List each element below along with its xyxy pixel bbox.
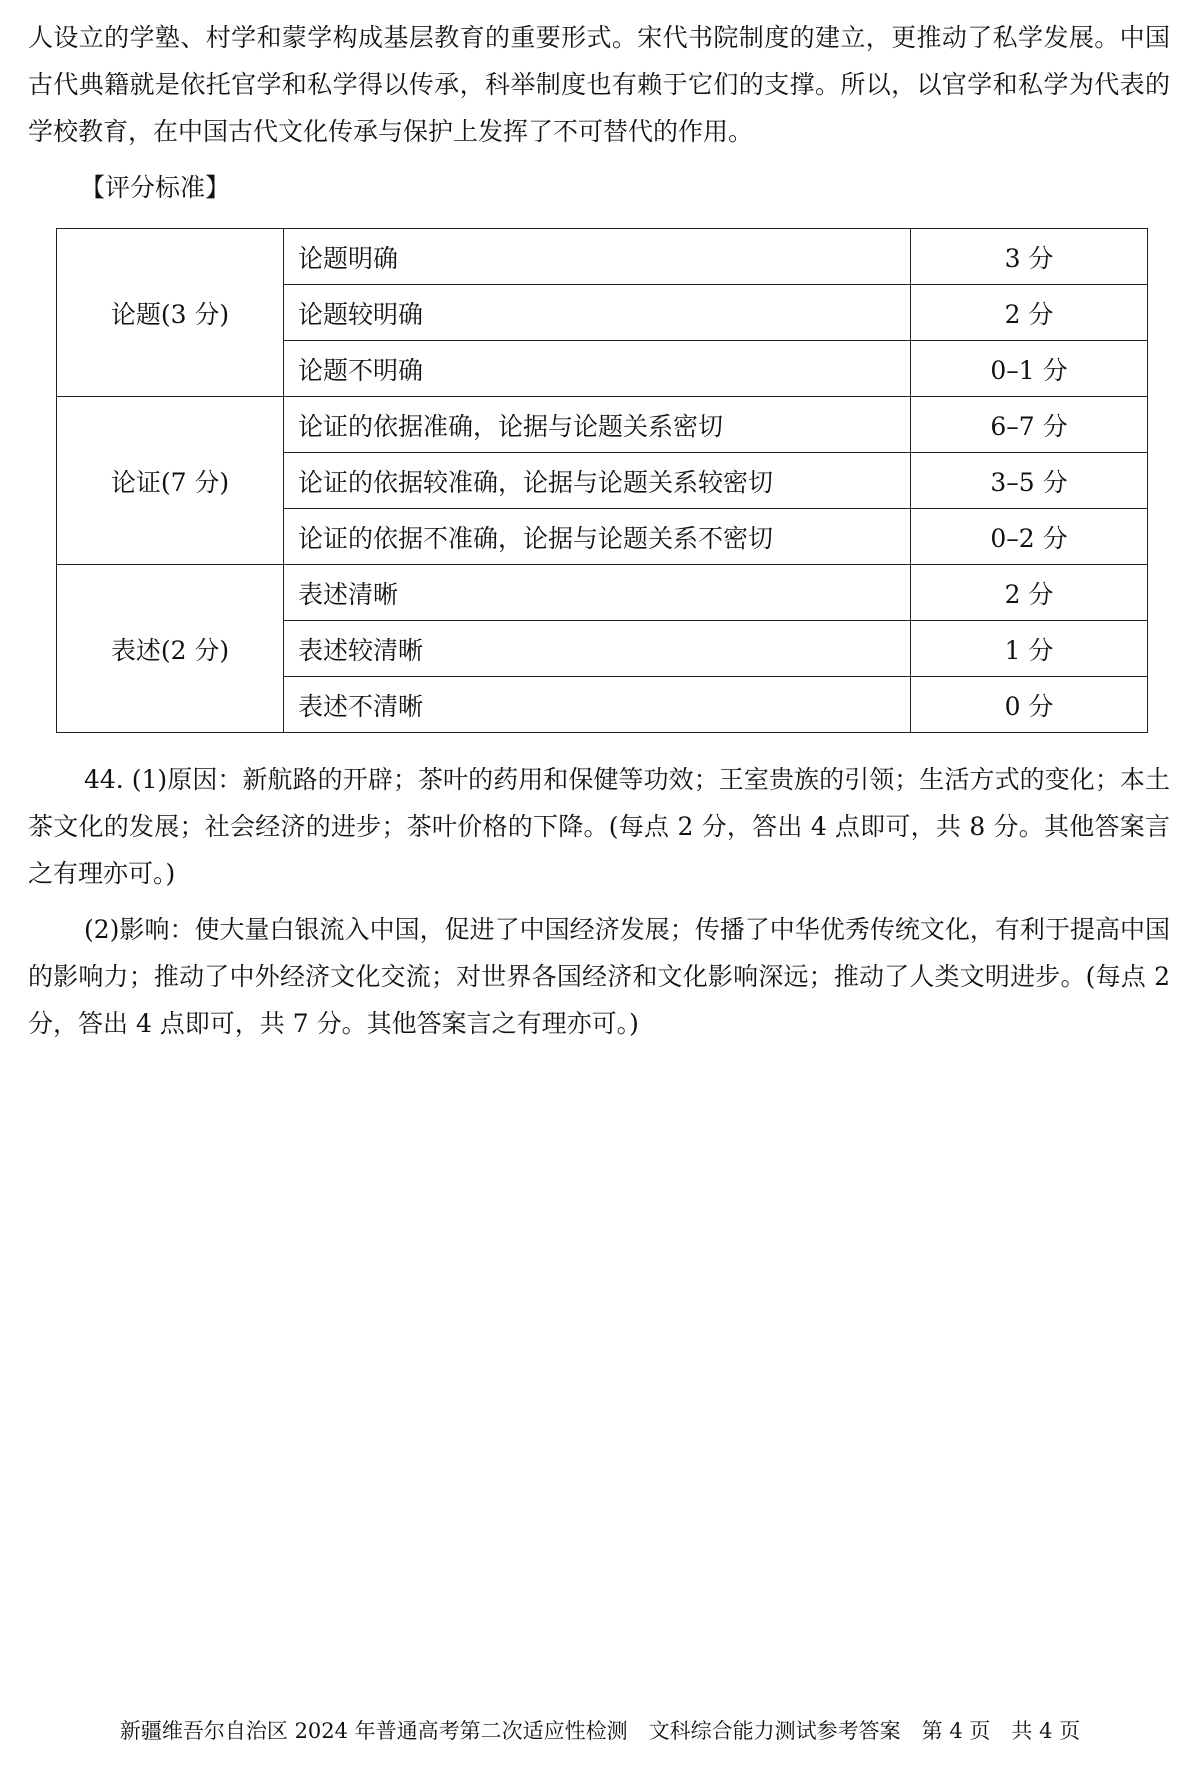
score-cell: 3–5 分 (911, 453, 1148, 509)
criterion-cell: 表述清晰 (284, 565, 911, 621)
criterion-cell: 表述不清晰 (284, 677, 911, 733)
intro-paragraph: 人设立的学塾、村学和蒙学构成基层教育的重要形式。宋代书院制度的建立，更推动了私学发展。中国古代典籍就是依托官学和私学得以传承，科举制度也有赖于它们的支撑。所以，以官学和私学为代表的学校教育，在中国古代文化传承与保护上发挥了不可替代的作用。 (28, 23, 1170, 146)
criterion-cell: 表述较清晰 (284, 621, 911, 677)
score-cell: 0–1 分 (911, 341, 1148, 397)
score-cell: 1 分 (911, 621, 1148, 677)
criterion-cell: 论证的依据较准确，论据与论题关系较密切 (284, 453, 911, 509)
criterion-cell: 论证的依据准确，论据与论题关系密切 (284, 397, 911, 453)
score-cell: 0 分 (911, 677, 1148, 733)
table-row (57, 397, 1148, 453)
criterion-cell: 论证的依据不准确，论据与论题关系不密切 (284, 509, 911, 565)
score-cell: 3 分 (911, 229, 1148, 285)
question-44-part-1: 44. (1)原因：新航路的开辟；茶叶的药用和保健等功效；王室贵族的引领；生活方式的变化；本土茶文化的发展；社会经济的进步；茶叶价格的下降。(每点 2 分，答出 4 点即可，共 8 分。其他答案言之有理亦可。) (28, 765, 1170, 888)
criterion-cell: 论题较明确 (284, 285, 911, 341)
category-cell: 论证(7 分) (57, 397, 284, 565)
rubric-table (56, 228, 1148, 733)
rubric-title: 【评分标准】 (80, 173, 231, 202)
score-cell: 0–2 分 (911, 509, 1148, 565)
table-row (57, 229, 1148, 285)
score-cell: 2 分 (911, 285, 1148, 341)
score-cell: 6–7 分 (911, 397, 1148, 453)
question-44-part-2: (2)影响：使大量白银流入中国，促进了中国经济发展；传播了中华优秀传统文化，有利于提高中国的影响力；推动了中外经济文化交流；对世界各国经济和文化影响深远；推动了人类文明进步。(每点 2 分，答出 4 点即可，共 7 分。其他答案言之有理亦可。) (28, 915, 1170, 1038)
criterion-cell: 论题明确 (284, 229, 911, 285)
category-cell: 表述(2 分) (57, 565, 284, 733)
table-row (57, 565, 1148, 621)
page-footer: 新疆维吾尔自治区 2024 年普通高考第二次适应性检测 文科综合能力测试参考答案 第 4 页 共 4 页 (119, 1719, 1081, 1743)
criterion-cell: 论题不明确 (284, 341, 911, 397)
score-cell: 2 分 (911, 565, 1148, 621)
category-cell: 论题(3 分) (57, 229, 284, 397)
